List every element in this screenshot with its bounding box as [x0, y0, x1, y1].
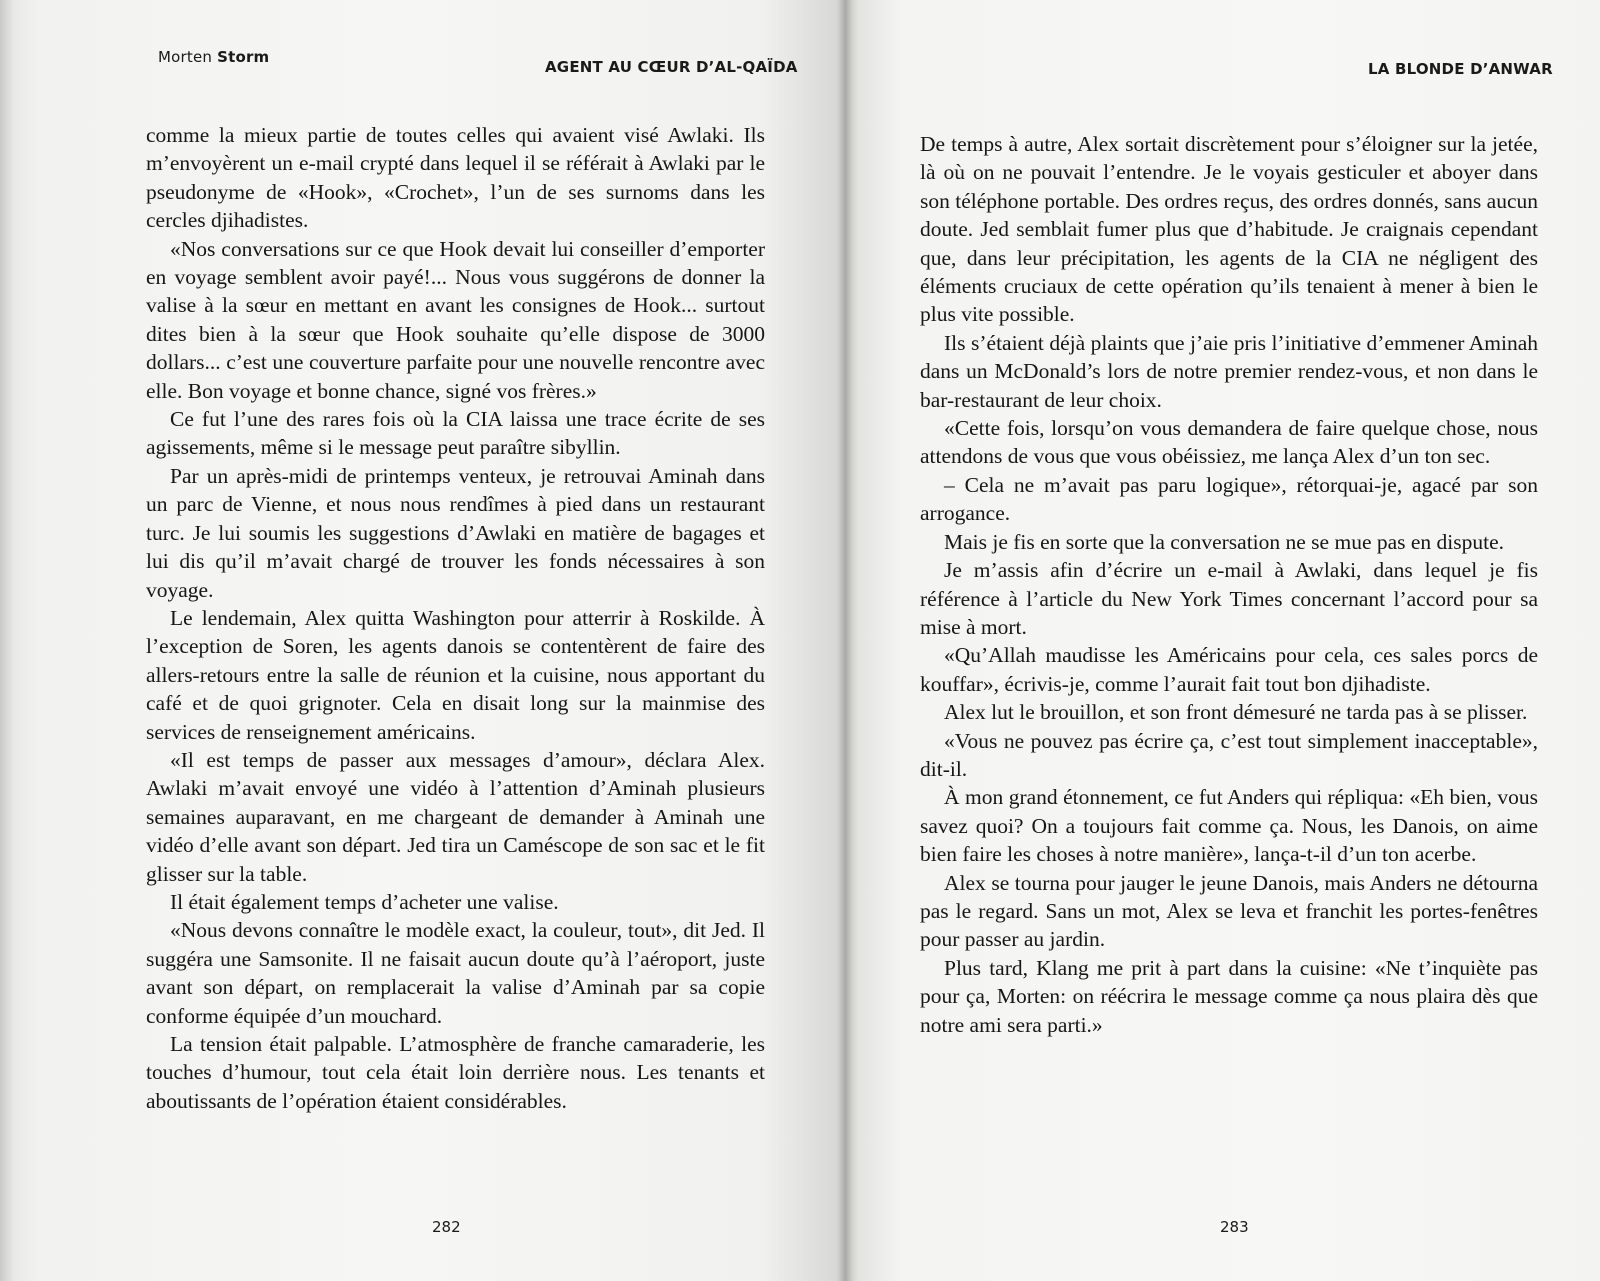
paragraph: Je m’assis afin d’écrire un e-mail à Awlaki, dans lequel je fis référence à l’article du New York Times concernant l’accord pour sa mise à mort.: [920, 558, 1538, 639]
running-head-book-title: AGENT AU CŒUR D’AL-QAÏDA: [545, 58, 798, 76]
paragraph: «Il est temps de passer aux messages d’amour», déclara Alex. Awlaki m’avait envoyé une vidéo à l’attention d’Aminah plusieurs semaines auparavant, en me chargeant de demander à Aminah une vidéo d’elle avant son départ. Jed tira un Caméscope de son sac et le fit glisser sur la table.: [146, 747, 765, 886]
paragraph: Ils s’étaient déjà plaints que j’aie pris l’initiative d’emmener Aminah dans un McDonald’s lors de notre premier rendez-vous, et non dans le bar-restaurant de leur choix.: [920, 330, 1538, 412]
paragraph: Il était également temps d’acheter une valise.: [170, 889, 559, 914]
paragraph: comme la mieux partie de toutes celles qui avaient visé Awlaki. Ils m’envoyèrent un e-mail crypté dans lequel il se référait à Awlaki par le pseudonyme de «Hook», «Crochet», l’un de ses surnoms dans les cercles djihadistes.: [146, 123, 765, 233]
paragraph: «Vous ne pouvez pas écrire ça, c’est tout simplement inacceptable», dit-il.: [920, 728, 1538, 781]
author-last-name: Storm: [217, 48, 270, 66]
paragraph: Alex lut le brouillon, et son front démesuré ne tarda pas à se plisser.: [944, 700, 1528, 725]
right-page: [848, 0, 1600, 1281]
paragraph: Mais je fis en sorte que la conversation ne se mue pas en dispute.: [944, 529, 1505, 554]
paragraph: À mon grand étonnement, ce fut Anders qui répliqua: «Eh bien, vous savez quoi? On a toujours fait comme ça. Nous, les Danois, on aime bien faire les choses à notre manière», lança-t-il d’un ton acerbe.: [920, 785, 1538, 867]
paragraph: – Cela ne m’avait pas paru logique», rétorquai-je, agacé par son arrogance.: [920, 472, 1538, 526]
paragraph: Par un après-midi de printemps venteux, je retrouvai Aminah dans un parc de Vienne, et nous nous rendîmes à pied dans un restaurant turc. Je lui soumis les suggestions d’Awlaki en matière de bagages et lui dis qu’il m’avait chargé de trouver les fonds nécessaires à son voyage.: [146, 463, 765, 602]
paragraph: Alex se tourna pour jauger le jeune Danois, mais Anders ne détourna pas le regard. Sans un mot, Alex se leva et franchit les portes-fenêtres pour passer au jardin.: [920, 870, 1538, 952]
left-page-body: [146, 121, 765, 1115]
paragraph: «Nous devons connaître le modèle exact, la couleur, tout», dit Jed. Il suggéra une Samsonite. Il ne faisait aucun doute qu’à l’aéroport, juste avant son départ, on remplacerait la valise d’Aminah par sa copie conforme équipée d’un mouchard.: [146, 918, 765, 1028]
page-number: 282: [432, 1218, 461, 1236]
paragraph: «Qu’Allah maudisse les Américains pour cela, ces sales porcs de kouffar», écrivis-je, comme l’aurait fait tout bon djihadiste.: [920, 643, 1538, 696]
paragraph: La tension était palpable. L’atmosphère de franche camaraderie, les touches d’humour, tout cela était loin derrière nous. Les tenants et aboutissants de l’opération étaient considérables.: [146, 1032, 765, 1113]
paragraph: Le lendemain, Alex quitta Washington pour atterrir à Roskilde. À l’exception de Soren, les agents danois se contentèrent de faire des allers-retours entre la salle de réunion et la cuisine, nous apportant du café et de quoi grignoter. Cela en disait long sur la mainmise des services de renseignement américains.: [146, 605, 765, 744]
author-first-name: Morten: [158, 48, 213, 66]
paragraph: «Nos conversations sur ce que Hook devait lui conseiller d’emporter en voyage semblent avoir payé!... Nous vous suggérons de donner la valise à la sœur en mettant en avant les consignes de Hook... surtout dites bien à la sœur que Hook souhaite qu’elle dispose de 3000 dollars... c’est une couverture parfaite pour une nouvelle rencontre avec elle. Bon voyage et bonne chance, signé vos frères.»: [146, 236, 765, 403]
paragraph: Ce fut l’une des rares fois où la CIA laissa une trace écrite de ses agissements, même si le message peut paraître sibyllin.: [146, 407, 765, 460]
paragraph: «Cette fois, lorsqu’on vous demandera de faire quelque chose, nous attendons de vous que vous obéissiez, me lança Alex d’un ton sec.: [920, 416, 1538, 469]
running-head-chapter-title: LA BLONDE D’ANWAR: [1368, 60, 1553, 78]
page-number: 283: [1220, 1218, 1249, 1236]
paragraph: Plus tard, Klang me prit à part dans la cuisine: «Ne t’inquiète pas pour ça, Morten: on réécrira le message comme ça nous plaira dès que notre ami sera parti.»: [920, 955, 1538, 1037]
paragraph: De temps à autre, Alex sortait discrètement pour s’éloigner sur la jetée, là où on ne pouvait l’entendre. Je le voyais gesticuler et aboyer dans son téléphone portable. Des ordres reçus, des ordres donnés, sans aucun doute. Jed semblait fumer plus que d’habitude. Je craignais cependant que, dans leur précipitation, les agents de la CIA ne négligent des éléments cruciaux de cette opération qu’ils tenaient à mener à bien le plus vite possible.: [920, 132, 1538, 327]
running-head-author: [158, 48, 269, 66]
right-page-body: [920, 130, 1538, 1039]
